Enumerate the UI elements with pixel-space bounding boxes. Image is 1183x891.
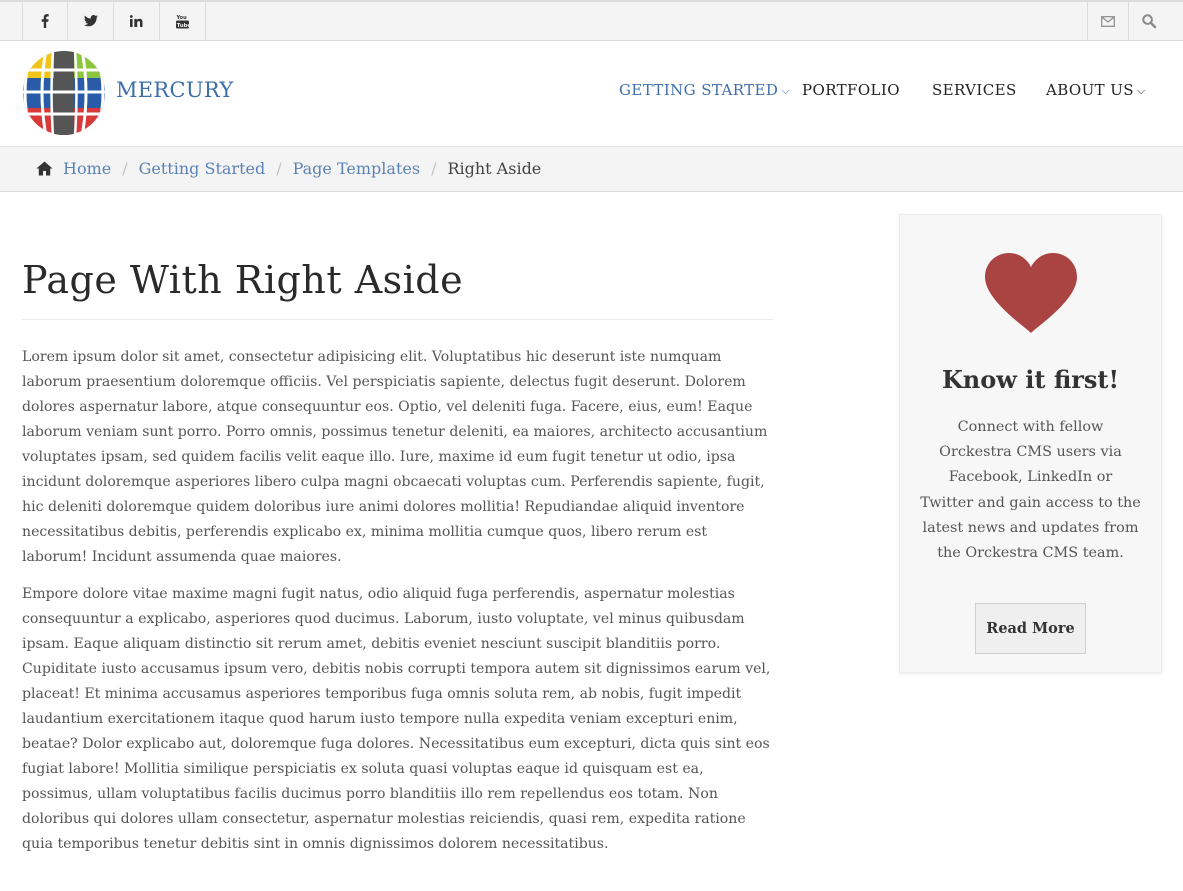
chevron-down-icon: ⌵ bbox=[1136, 84, 1146, 97]
breadcrumb-current: Right Aside bbox=[447, 159, 542, 178]
breadcrumb-bar bbox=[0, 147, 1183, 192]
nav-label: GETTING STARTED bbox=[619, 81, 779, 99]
body-paragraph: Lorem ipsum dolor sit amet, consectetur adipisicing elit. Voluptatibus hic deserunt iste numquam laborum praesentium doloremque officiis. Vel perspiciatis sapiente, delectus fugit deserunt. Dolorem dolores aspernatur labore, atque consequuntur eos. Optio, vel deleniti fuga. Facere, eius, eum! Eaque laborum veniam sunt porro. Porro omnis, possimus tenetur deleniti, ea maiores, architecto accusantium voluptates ipsam, sed quidem facilis velit eaque illo. Iure, maxime id eum fugit tenetur ut odio, ipsa incidunt doloremque asperiores libero culpa magni obcaecati voluptas cum. Perferendis sapiente, fugit, hic deleniti doloremque quidem doloribus iure animi dolores mollitia! Repudiandae aliquid inventore necessitatibus debitis, perferendis explicabo ex, minima mollitia cumque quos, libero rerum est laborum! Incidunt assumenda quae maiores. bbox=[22, 349, 768, 565]
breadcrumb-page-templates[interactable]: Page Templates bbox=[292, 159, 421, 178]
svg-text:Tube: Tube bbox=[176, 22, 191, 29]
breadcrumb-separator: / bbox=[431, 159, 437, 178]
breadcrumb bbox=[36, 159, 541, 178]
chevron-down-icon: ⌵ bbox=[781, 84, 791, 97]
aside-title: Know it first! bbox=[941, 365, 1120, 394]
aside-text: Connect with fellow Orckestra CMS users via Facebook, LinkedIn or Twitter and gain access to the latest news and updates from the Orckestra CMS team. bbox=[920, 419, 1141, 562]
facebook-icon[interactable] bbox=[22, 2, 68, 40]
breadcrumb-getting-started[interactable]: Getting Started bbox=[138, 159, 266, 178]
home-icon[interactable] bbox=[36, 161, 53, 176]
page-title: Page With Right Aside bbox=[22, 252, 773, 320]
linkedin-icon[interactable] bbox=[114, 2, 160, 40]
nav-item-getting-started[interactable] bbox=[619, 81, 790, 99]
search-icon[interactable] bbox=[1128, 2, 1169, 40]
top-bar bbox=[0, 0, 1183, 41]
twitter-icon[interactable] bbox=[68, 2, 114, 40]
breadcrumb-home[interactable]: Home bbox=[63, 159, 112, 178]
breadcrumb-separator: / bbox=[276, 159, 282, 178]
brand-name[interactable]: MERCURY bbox=[116, 78, 234, 102]
nav-label: ABOUT US bbox=[1046, 81, 1134, 99]
svg-text:You: You bbox=[176, 14, 187, 21]
main-content bbox=[22, 252, 773, 857]
right-aside bbox=[899, 214, 1162, 673]
main-nav bbox=[0, 81, 1183, 103]
nav-item-about-us[interactable] bbox=[1046, 81, 1146, 99]
youtube-icon[interactable] bbox=[160, 2, 206, 40]
heart-icon bbox=[984, 253, 1078, 335]
social-links bbox=[22, 2, 206, 40]
breadcrumb-separator: / bbox=[122, 159, 128, 178]
nav-item-portfolio[interactable]: PORTFOLIO bbox=[802, 81, 900, 99]
body-paragraph: Empore dolore vitae maxime magni fugit natus, odio aliquid fuga perferendis, aspernatur molestias consequuntur a explicabo, asperiores quod ducimus. Laborum, iusto voluptate, vel minus quibusdam ipsam. Eaque aliquam distinctio sit rerum amet, debitis eveniet nesciunt suscipit blanditiis porro. Cupiditate iusto accusamus ipsum vero, debitis nobis corrupti tempora autem sit dignissimos earum vel, placeat! Et minima accusamus asperiores temporibus fuga omnis soluta rem, ab nobis, fugit impedit laudantium exercitationem itaque quod harum iusto tempore nulla expedita veniam excepturi enim, beatae? Dolor explicabo aut, doloremque fuga dolores. Necessitatibus eum excepturi, dicta quis sint eos fugiat labore! Mollitia similique perspiciatis ex soluta quasi voluptas eaque id quisquam est ea, possimus, ullam voluptatibus facilis ducimus porro blanditiis illo rem repellendus eos totam. Non doloribus qui dolores ullam consectetur, aspernatur molestias reiciendis, quasi rem, expedita ratione quia temporibus tenetur debitis sint in omnis dignissimos dolorem necessitatibus. bbox=[22, 586, 771, 852]
read-more-button[interactable]: Read More bbox=[975, 603, 1086, 654]
mail-icon[interactable] bbox=[1087, 2, 1128, 40]
top-tools bbox=[1087, 2, 1169, 40]
nav-item-services[interactable]: SERVICES bbox=[932, 81, 1017, 99]
site-header bbox=[0, 41, 1183, 147]
